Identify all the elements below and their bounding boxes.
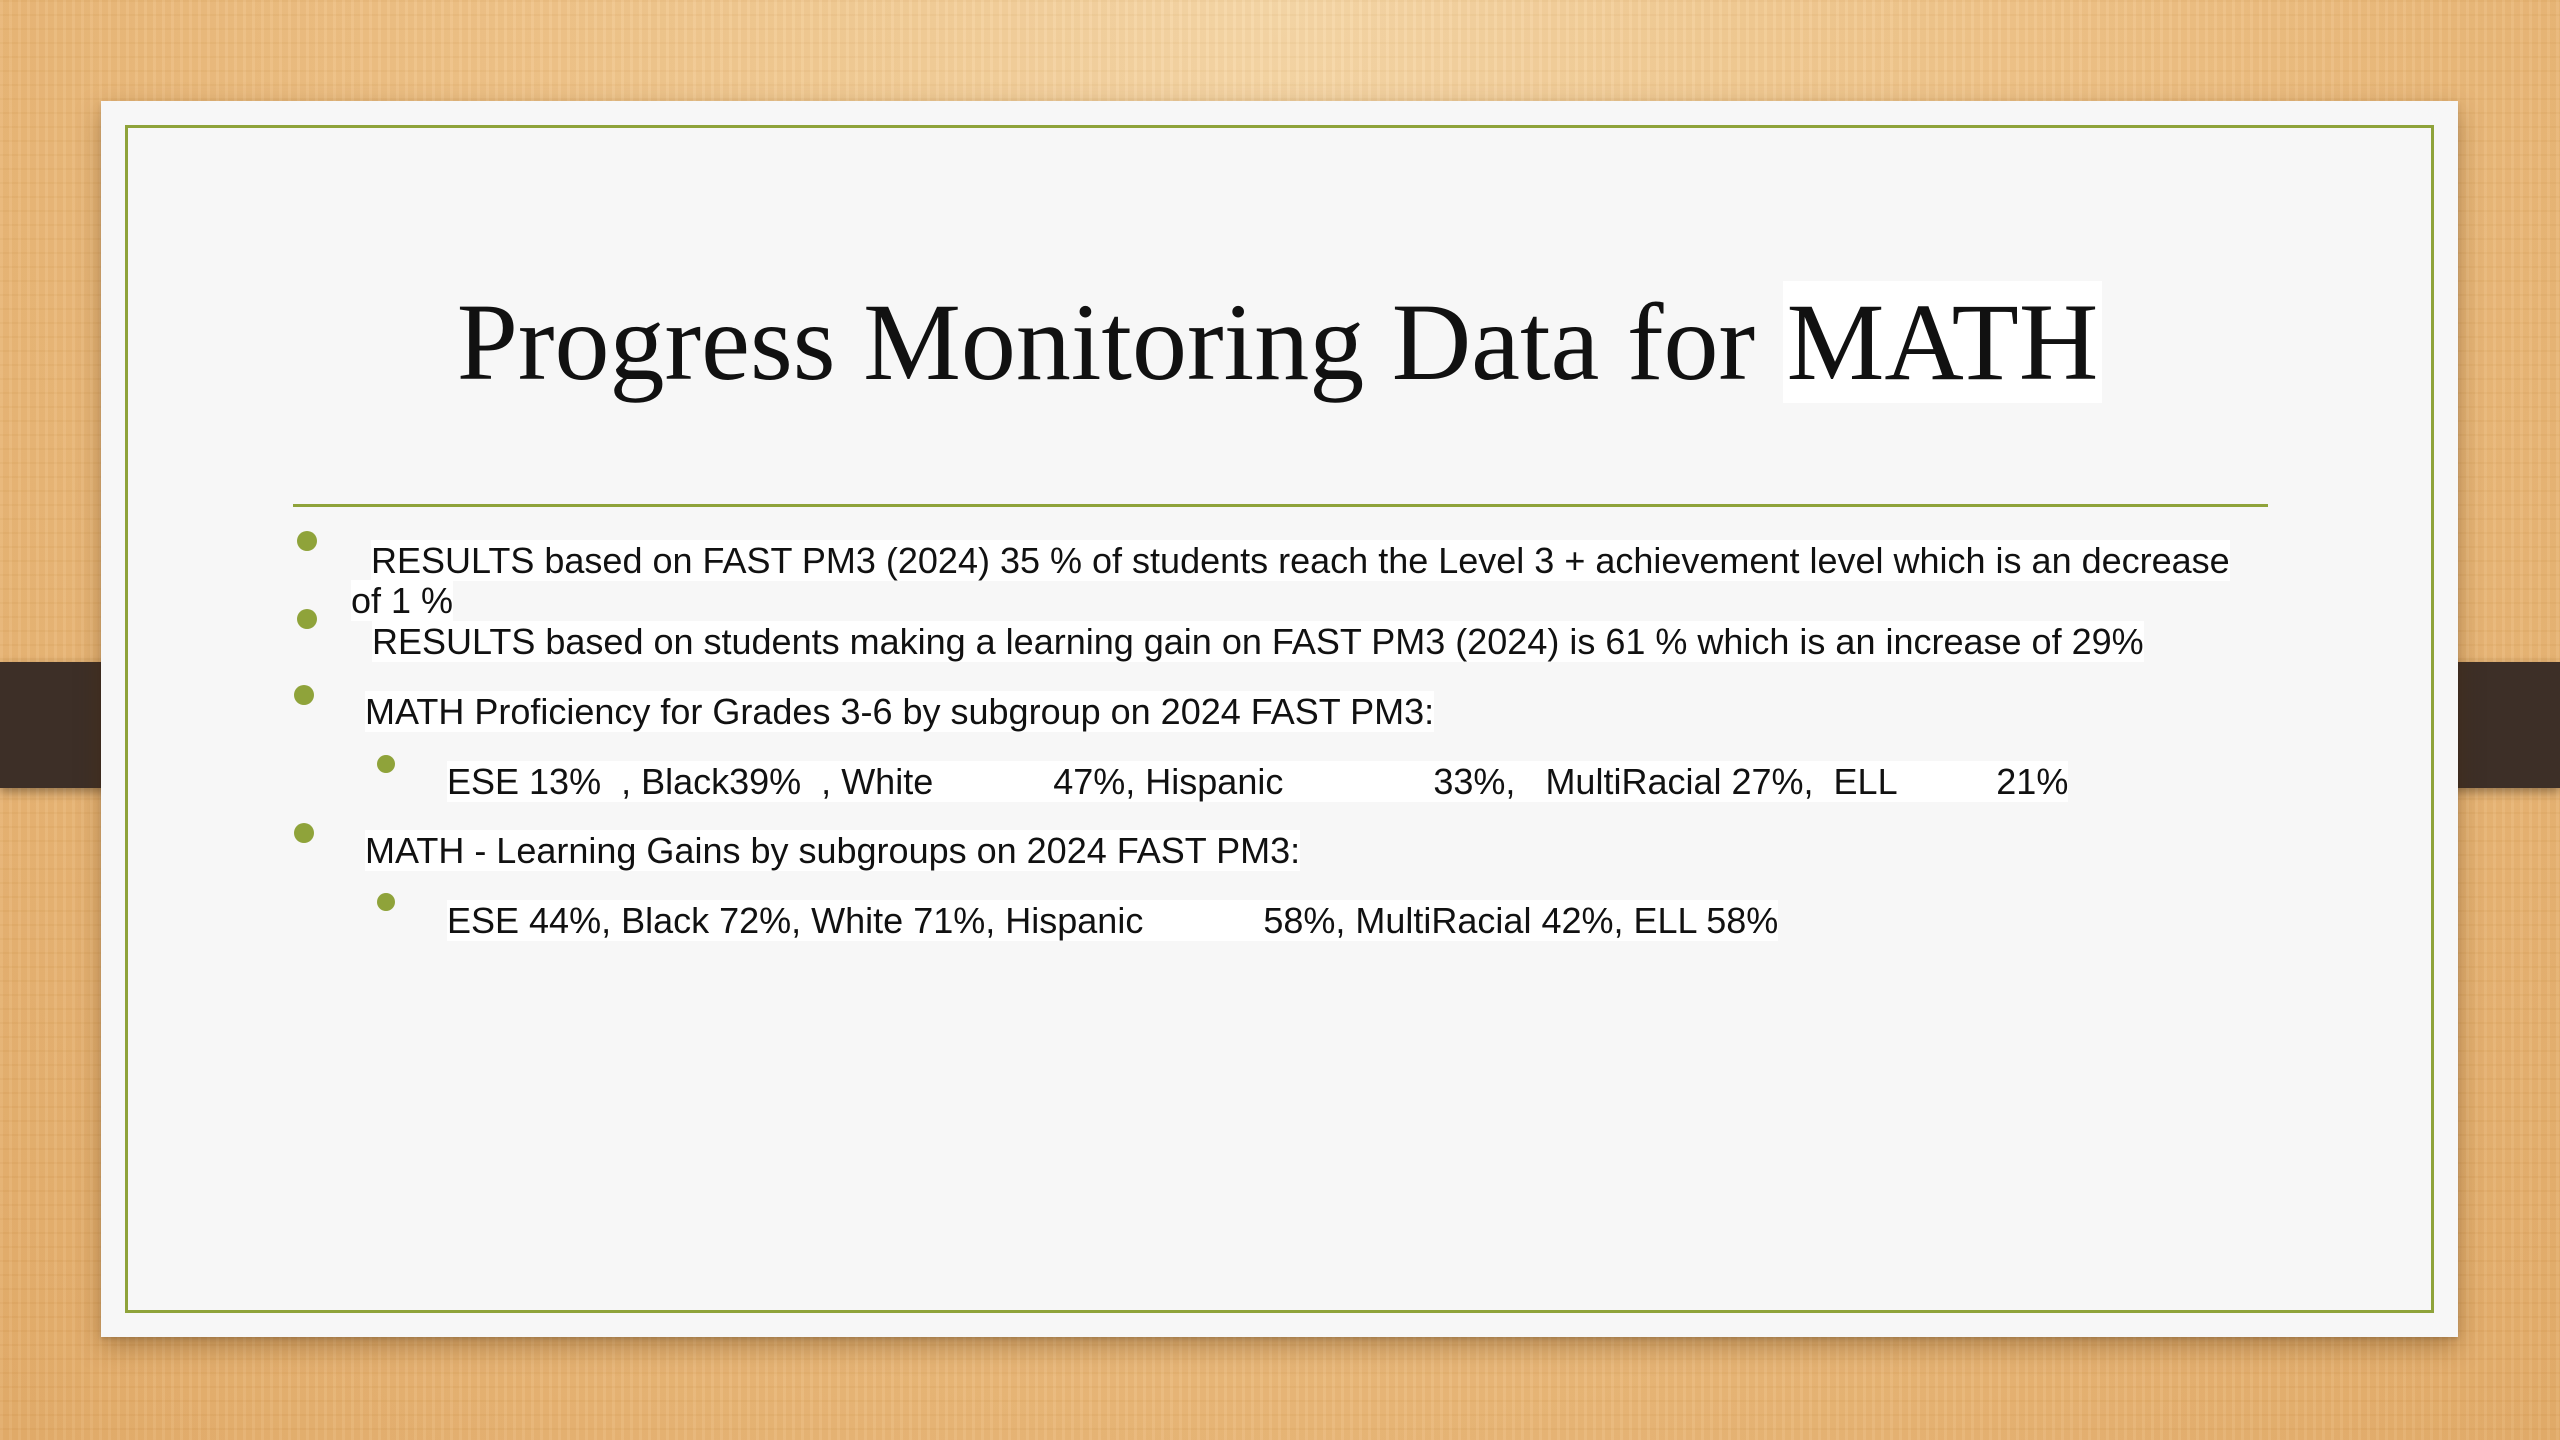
slide-card bbox=[101, 101, 2458, 1337]
bullet-text-results-learning-gain: RESULTS based on students making a learning gain on FAST PM3 (2024) is 61 % which is an increase of 29% bbox=[372, 621, 2144, 662]
bullet-dot bbox=[294, 685, 314, 705]
bullet-text-math-proficiency: MATH Proficiency for Grades 3-6 by subgroup on 2024 FAST PM3: bbox=[365, 691, 1435, 732]
bullet-dot bbox=[294, 823, 314, 843]
bullet-dot bbox=[297, 609, 317, 629]
sub-bullet-dot bbox=[377, 893, 395, 911]
sub-bullet-text-gains-subgroups: ESE 44%, Black 72%, White 71%, Hispanic 58%, MultiRacial 42%, ELL 58% bbox=[447, 900, 1779, 941]
sub-bullet-dot bbox=[377, 755, 395, 773]
slide-title-main: Progress Monitoring Data for bbox=[456, 281, 1783, 403]
bullet-text-results-level3: RESULTS based on FAST PM3 (2024) 35 % of students reach the Level 3 + achievement level which is an decrease of 1 % bbox=[351, 540, 2230, 621]
slide-title-emphasis: MATH bbox=[1783, 281, 2103, 403]
bullet-text-learning-gains: MATH - Learning Gains by subgroups on 2024 FAST PM3: bbox=[365, 830, 1301, 871]
sub-bullet-text-proficiency-subgroups: ESE 13% , Black39% , White 47%, Hispanic 33%, MultiRacial 27%, ELL 21% bbox=[447, 761, 2069, 802]
bullet-list bbox=[101, 101, 2458, 1337]
bullet-dot bbox=[297, 531, 317, 551]
